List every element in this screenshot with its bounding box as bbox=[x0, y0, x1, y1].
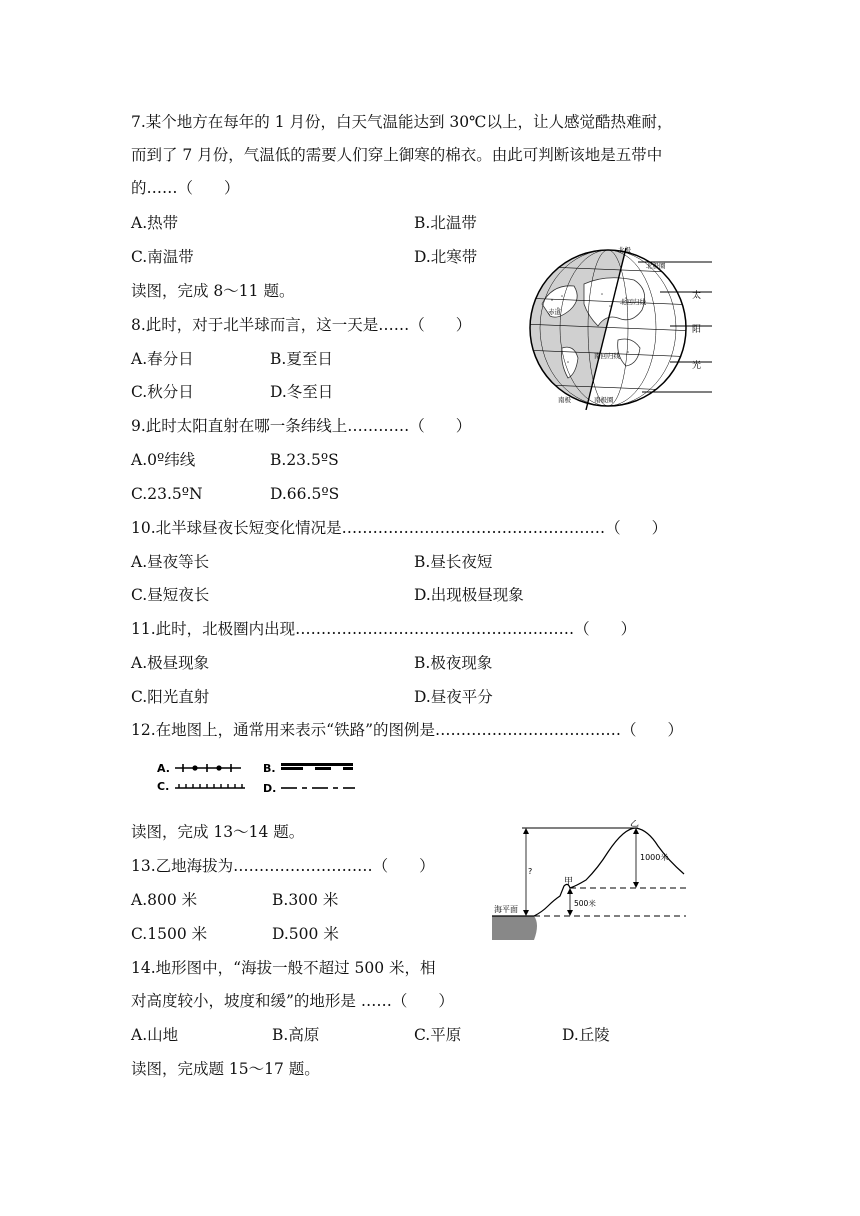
q7-option-b: B.北温带 bbox=[414, 214, 477, 232]
q14-stem-line1: 14.地形图中，“海拔一般不超过 500 米，相 bbox=[131, 959, 436, 977]
q7-stem-line1: 7.某个地方在每年的 1 月份，白天气温能达到 30℃以上，让人感觉酷热难耐， bbox=[131, 113, 673, 131]
q14-option-c: C.平原 bbox=[414, 1026, 462, 1044]
q14-option-d: D.丘陵 bbox=[562, 1026, 610, 1044]
label-sun-3: 光 bbox=[692, 361, 702, 371]
q8-option-a: A.春分日 bbox=[131, 350, 194, 368]
label-sun-2: 阳 bbox=[692, 325, 702, 335]
antarctic-circle-line bbox=[522, 384, 722, 392]
q7-stem-line3: 的……（ ） bbox=[131, 179, 240, 197]
label-arctic-circle: 北极圈 bbox=[646, 262, 666, 270]
q7-option-a: A.热带 bbox=[131, 214, 179, 232]
q9-stem: 9.此时太阳直射在哪一条纬线上…………（ ） bbox=[131, 417, 472, 435]
q12-stem: 12.在地图上，通常用来表示“铁路”的图例是………………………………（ ） bbox=[131, 721, 683, 739]
legend-c-symbol bbox=[175, 784, 245, 788]
intro-15-17: 读图，完成题 15～17 题。 bbox=[131, 1060, 320, 1078]
q8-stem: 8.此时，对于北半球而言，这一天是……（ ） bbox=[131, 316, 472, 334]
q14-stem-line2: 对高度较小，坡度和缓”的地形是 ……（ ） bbox=[131, 992, 454, 1010]
q9-option-d: D.66.5ºS bbox=[270, 485, 340, 503]
q13-option-d: D.500 米 bbox=[272, 925, 339, 943]
label-equator: 赤道 bbox=[548, 308, 561, 316]
globe-sunlight-figure bbox=[522, 244, 722, 410]
label-sun-1: 太 bbox=[692, 291, 702, 301]
q8-option-b: B.夏至日 bbox=[270, 350, 333, 368]
q10-option-a: A.昼夜等长 bbox=[131, 553, 210, 571]
q11-option-d: D.昼夜平分 bbox=[414, 688, 493, 706]
q9-option-a: A.0º纬线 bbox=[131, 451, 196, 469]
label-antarctic-circle: 南极圈 bbox=[594, 396, 614, 404]
legend-a-symbol bbox=[175, 764, 241, 772]
legend-b-symbol bbox=[281, 763, 353, 771]
q9-option-c: C.23.5ºN bbox=[131, 485, 203, 503]
q8-option-d: D.冬至日 bbox=[270, 383, 334, 401]
q10-stem: 10.北半球昼夜长短变化情况是……………………………………………（ ） bbox=[131, 519, 668, 537]
label-point-height: 500米 bbox=[574, 899, 596, 908]
intro-8-11: 读图，完成 8～11 题。 bbox=[131, 282, 295, 300]
q7-option-c: C.南温带 bbox=[131, 248, 194, 266]
q10-option-c: C.昼短夜长 bbox=[131, 586, 210, 604]
label-relative-height: 1000米 bbox=[640, 853, 669, 862]
q8-option-c: C.秋分日 bbox=[131, 383, 194, 401]
q13-option-b: B.300 米 bbox=[272, 891, 339, 909]
legend-label-b: B. bbox=[263, 762, 276, 775]
q11-stem: 11.此时，北极圈内出现………………………………………………（ ） bbox=[131, 620, 637, 638]
q7-option-d: D.北寒带 bbox=[414, 248, 478, 266]
q11-option-b: B.极夜现象 bbox=[414, 654, 493, 672]
q7-stem-line2: 而到了 7 月份，气温低的需要人们穿上御寒的棉衣。由此可判断该地是五带中 bbox=[131, 146, 663, 164]
label-north-tropic: 北回归线 bbox=[620, 298, 646, 306]
label-south-pole: 南极 bbox=[558, 396, 571, 404]
q9-option-b: B.23.5ºS bbox=[270, 451, 339, 469]
intro-13-14: 读图，完成 13～14 题。 bbox=[131, 823, 305, 841]
legend-label-d: D. bbox=[263, 782, 277, 795]
label-south-tropic: 南回归线 bbox=[594, 352, 620, 360]
q13-option-c: C.1500 米 bbox=[131, 925, 208, 943]
legend-label-c: C. bbox=[157, 780, 170, 793]
sea-area bbox=[492, 916, 537, 940]
q14-option-b: B.高原 bbox=[272, 1026, 320, 1044]
q14-option-a: A.山地 bbox=[131, 1026, 179, 1044]
q10-option-d: D.出现极昼现象 bbox=[414, 586, 524, 604]
q11-option-a: A.极昼现象 bbox=[131, 654, 210, 672]
label-point: 甲 bbox=[564, 877, 574, 887]
q10-option-b: B.昼长夜短 bbox=[414, 553, 493, 571]
label-unknown-height: ? bbox=[528, 867, 533, 876]
continent-shape bbox=[618, 339, 640, 366]
legend-label-a: A. bbox=[157, 762, 170, 775]
q13-stem: 13.乙地海拔为………………………（ ） bbox=[131, 857, 435, 875]
q11-option-c: C.阳光直射 bbox=[131, 688, 210, 706]
label-sea-level: 海平面 bbox=[494, 905, 518, 914]
map-legend-figure bbox=[155, 758, 365, 798]
label-north-pole: 北极 bbox=[618, 246, 631, 254]
elevation-profile-figure bbox=[490, 820, 690, 944]
label-peak: 乙 bbox=[630, 820, 640, 829]
q13-option-a: A.800 米 bbox=[131, 891, 198, 909]
